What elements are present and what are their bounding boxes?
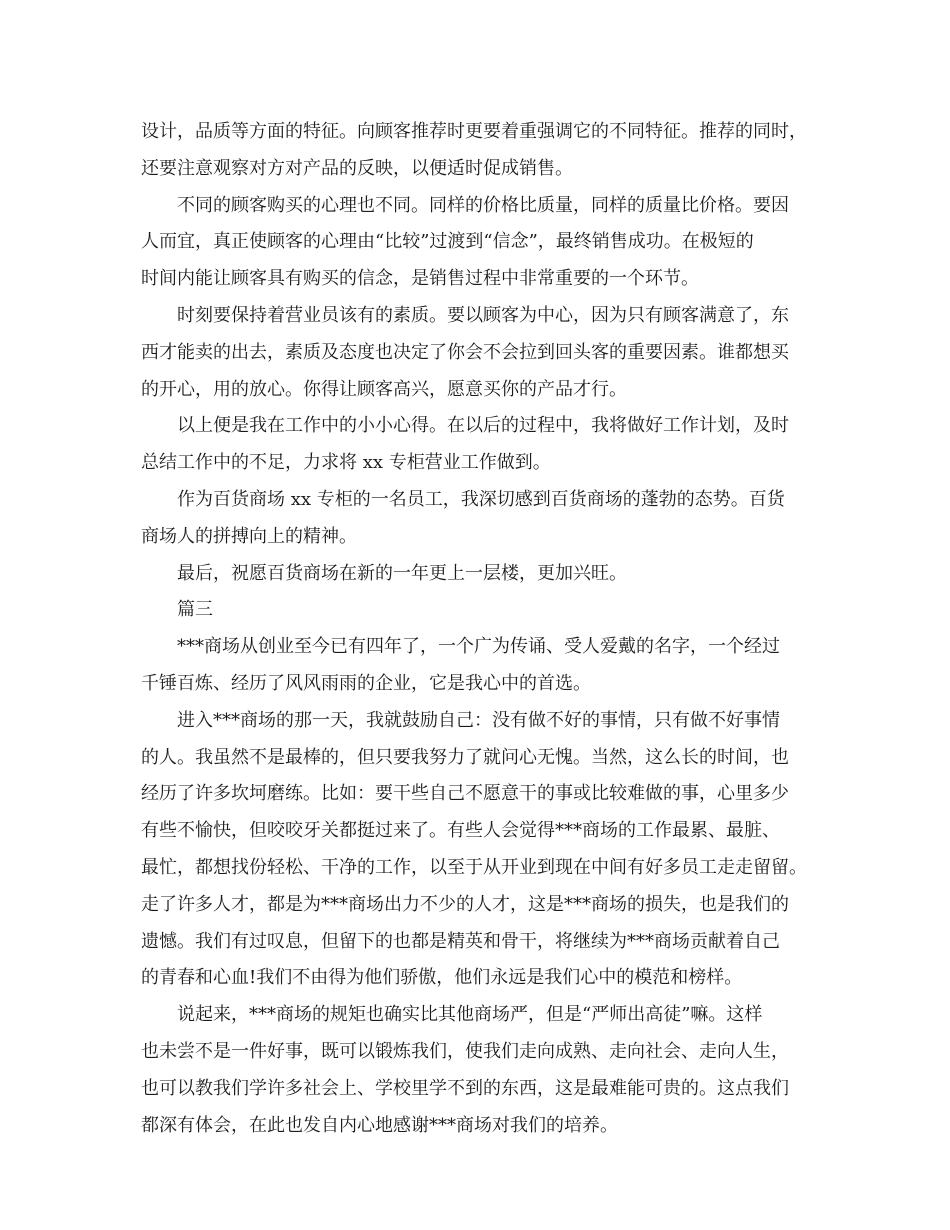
text-line: 的人。我虽然不是最棒的，但只要我努力了就问心无愧。当然，这么长的时间，也 [141, 746, 789, 768]
text-line: 时间内能让顾客具有购买的信念，是销售过程中非常重要的一个环节。 [141, 268, 699, 290]
text-line: 商场人的拼搏向上的精神。 [141, 525, 357, 547]
text-line: 设计，品质等方面的特征。向顾客推荐时更要着重强调它的不同特征。推荐的同时， [141, 121, 807, 142]
text-line: 还要注意观察对方对产品的反映，以便适时促成销售。 [141, 157, 573, 179]
text-line: 西才能卖的出去，素质及态度也决定了你会不会拉到回头客的重要因素。谁都想买 [141, 341, 789, 363]
text-line: 的青春和心血!我们不由得为他们骄傲，他们永远是我们心中的模范和榜样。 [141, 967, 743, 989]
text-line: 篇三 [177, 599, 213, 621]
text-line: 有些不愉快，但咬咬牙关都挺过来了。有些人会觉得***商场的工作最累、最脏、 [141, 820, 780, 842]
text-line: 也未尝不是一件好事，既可以锻炼我们，使我们走向成熟、走向社会、走向人生， [141, 1040, 789, 1062]
text-line: 以上便是我在工作中的小小心得。在以后的过程中，我将做好工作计划，及时 [177, 415, 789, 437]
text-line: 总结工作中的不足，力求将 xx 专柜营业工作做到。 [141, 452, 551, 474]
text-line: 作为百货商场 xx 专柜的一名员工，我深切感到百货商场的蓬勃的态势。百货 [177, 488, 785, 510]
text-line: ***商场从创业至今已有四年了，一个广为传诵、受人爱戴的名字，一个经过 [177, 636, 780, 658]
text-line: 都深有体会，在此也发自内心地感谢***商场对我们的培养。 [141, 1114, 618, 1136]
text-line: 最后，祝愿百货商场在新的一年更上一层楼，更加兴旺。 [177, 562, 627, 584]
text-line: 经历了许多坎坷磨练。比如：要干些自己不愿意干的事或比较难做的事，心里多少 [141, 783, 789, 805]
text-line: 千锤百炼、经历了风风雨雨的企业，它是我心中的首选。 [141, 672, 591, 694]
text-line: 最忙，都想找份轻松、干净的工作，以至于从开业到现在中间有好多员工走走留留。 [141, 856, 807, 878]
text-line: 的开心，用的放心。你得让顾客高兴，愿意买你的产品才行。 [141, 378, 627, 400]
text-line: 人而宜，真正使顾客的心理由“比较”过渡到“信念”，最终销售成功。在极短的 [141, 231, 754, 253]
text-line: 走了许多人才，都是为***商场出力不少的人才，这是***商场的损失，也是我们的 [141, 893, 789, 915]
text-line: 进入***商场的那一天，我就鼓励自己：没有做不好的事情，只有做不好事情 [177, 709, 780, 731]
text-line: 也可以教我们学许多社会上、学校里学不到的东西，这是最难能可贵的。这点我们 [141, 1077, 789, 1099]
text-line: 说起来，***商场的规矩也确实比其他商场严，但是“严师出高徒”嘛。这样 [177, 1004, 763, 1026]
text-line: 时刻要保持着营业员该有的素质。要以顾客为中心，因为只有顾客满意了，东 [177, 304, 789, 326]
text-line: 不同的顾客购买的心理也不同。同样的价格比质量，同样的质量比价格。要因 [177, 194, 789, 216]
document-body [141, 114, 831, 1144]
text-line: 遗憾。我们有过叹息，但留下的也都是精英和骨干，将继续为***商场贡献着自己 [141, 930, 780, 952]
